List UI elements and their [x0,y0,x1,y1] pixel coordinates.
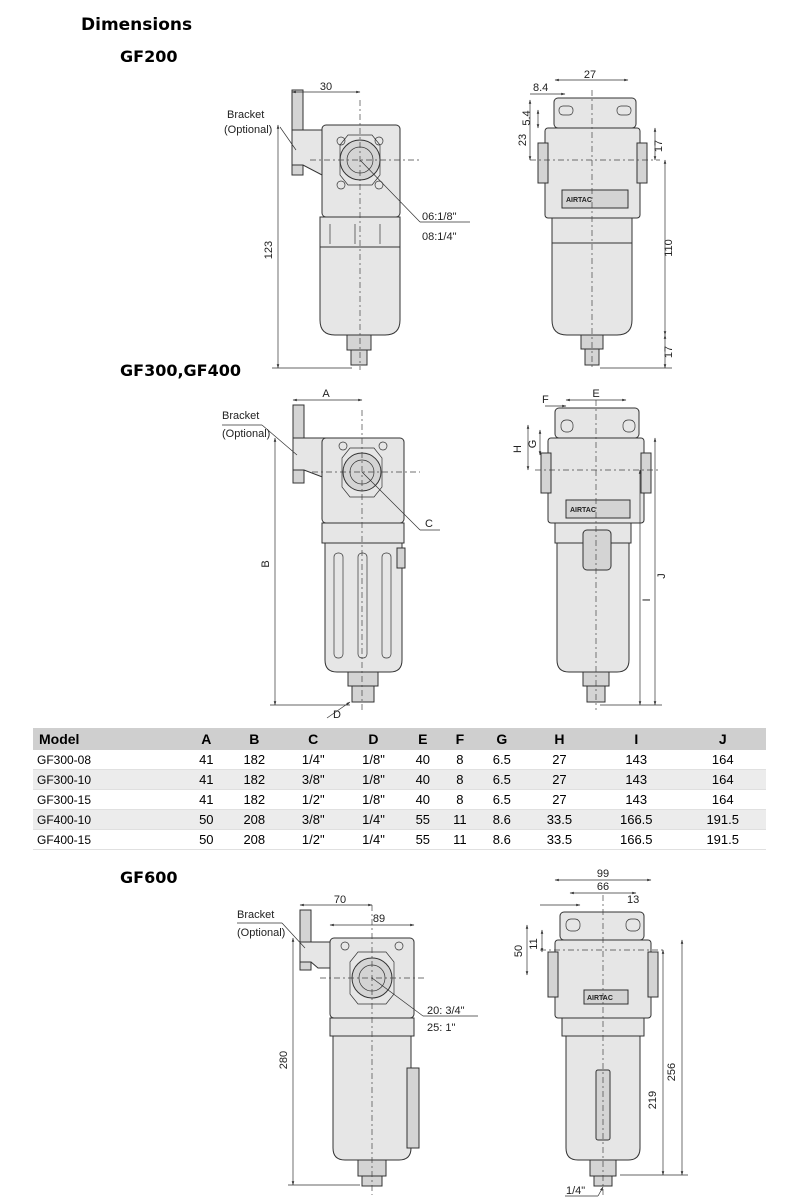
table-cell: GF300-15 [33,790,187,810]
table-cell: 208 [226,810,284,830]
gf200-dim-54-label: 5.4 [521,110,533,126]
gf600-dim-219-label: 219 [647,1090,659,1110]
table-header: H [526,728,593,750]
gf300-bracket-label: Bracket [222,410,260,422]
page-title: Dimensions [81,15,193,35]
gf600-dim-13-label: 13 [627,894,640,906]
table-cell: 8.6 [478,810,526,830]
table-cell: 1/2" [283,830,343,850]
table-cell: 40 [404,790,442,810]
table-cell: 143 [593,750,679,770]
gf200-dim-23-label: 23 [517,133,529,147]
gf200-dim-110-label: 110 [663,239,675,257]
gf200-port-label-2: 08:1/4" [422,231,457,243]
table-cell: 41 [187,750,225,770]
table-cell: 8 [442,770,478,790]
table-row [33,790,766,810]
gf600-dim-11-label: 11 [528,938,540,950]
table-header: C [283,728,343,750]
gf600-brand-plate: AIRTAC [587,995,613,1002]
table-header: Model [33,728,187,750]
gf600-side-view [513,868,688,1197]
table-cell: 164 [679,750,766,770]
table-cell: 11 [442,830,478,850]
gf600-dim-99-label: 99 [596,868,610,880]
gf200-front-view [224,81,470,370]
table-cell: GF400-15 [33,830,187,850]
table-header-row [33,728,766,750]
table-cell: 143 [593,770,679,790]
table-cell: 1/2" [283,790,343,810]
table-cell: GF300-10 [33,770,187,790]
gf600-port-label-1: 20: 3/4" [427,1005,465,1017]
table-header: I [593,728,679,750]
section-title-gf200: GF200 [120,47,178,66]
table-cell: 27 [526,750,593,770]
gf600-dim-66-label: 66 [596,881,610,893]
table-cell: 164 [679,790,766,810]
table-header: G [478,728,526,750]
table-cell: GF400-10 [33,810,187,830]
table-cell: 33.5 [526,810,593,830]
gf300-dim-h-label: H [512,445,524,453]
table-cell: 6.5 [478,770,526,790]
gf600-dim-70-label: 70 [333,894,347,906]
table-cell: 1/4" [343,810,403,830]
table-cell: GF300-08 [33,750,187,770]
gf300-bracket-optional-label: (Optional) [222,428,271,440]
gf600-dim-50-label: 50 [513,944,525,958]
table-cell: 143 [593,790,679,810]
table-cell: 182 [226,750,284,770]
table-cell: 208 [226,830,284,850]
table-row [33,750,766,770]
table-header: J [679,728,766,750]
table-cell: 164 [679,770,766,790]
table-header: F [442,728,478,750]
table-header: B [226,728,284,750]
gf300-dim-i-label: I [641,598,653,602]
table-cell: 1/4" [343,830,403,850]
table-cell: 40 [404,750,442,770]
gf300-front-view [222,388,440,721]
table-cell: 50 [187,830,225,850]
table-cell: 1/8" [343,750,403,770]
gf600-port-label-2: 25: 1" [427,1022,456,1034]
table-cell: 3/8" [283,770,343,790]
table-cell: 27 [526,770,593,790]
table-cell: 41 [187,790,225,810]
table-row [33,810,766,830]
table-header: D [343,728,403,750]
table-row [33,830,766,850]
table-row [33,770,766,790]
gf200-dim-17a-label: 17 [653,139,665,153]
gf300-dim-b-label: B [260,560,272,568]
gf300-dim-j-label: J [656,573,668,579]
specification-table [33,728,766,850]
table-cell: 1/4" [283,750,343,770]
table-cell: 8 [442,750,478,770]
table-cell: 191.5 [679,810,766,830]
gf300-dim-f-label: F [542,394,549,406]
table-cell: 191.5 [679,830,766,850]
table-cell: 11 [442,810,478,830]
table-cell: 6.5 [478,790,526,810]
gf600-front-view [237,894,478,1195]
table-cell: 50 [187,810,225,830]
gf600-dim-280-label: 280 [278,1050,290,1070]
table-cell: 1/8" [343,770,403,790]
table-cell: 166.5 [593,810,679,830]
table-cell: 27 [526,790,593,810]
gf300-dim-d-label: D [333,709,341,721]
gf600-bracket-label: Bracket [237,909,275,921]
gf200-dim-17b-label: 17 [663,345,675,359]
table-cell: 8.6 [478,830,526,850]
gf200-dim-27-label: 27 [583,69,597,81]
table-cell: 3/8" [283,810,343,830]
gf200-bracket-label: Bracket [227,109,265,121]
table-cell: 166.5 [593,830,679,850]
table-cell: 55 [404,810,442,830]
table-cell: 182 [226,770,284,790]
table-cell: 41 [187,770,225,790]
table-cell: 182 [226,790,284,810]
table-cell: 33.5 [526,830,593,850]
table-header: A [187,728,225,750]
gf200-brand-plate: AIRTAC [566,197,592,204]
table-cell: 6.5 [478,750,526,770]
gf600-dim-89-label: 89 [372,913,386,925]
gf200-bracket-optional-label: (Optional) [224,124,273,136]
gf300-brand-plate: AIRTAC [570,507,596,514]
table-cell: 1/8" [343,790,403,810]
table-cell: 55 [404,830,442,850]
gf200-dim-width-label: 30 [319,81,333,93]
gf200-dim-height-label: 123 [263,240,275,260]
table-header: E [404,728,442,750]
section-title-gf600: GF600 [120,868,178,887]
section-title-gf300-gf400: GF300,GF400 [120,361,241,380]
gf600-drain-port-label: 1/4" [566,1185,586,1197]
gf300-dim-a-label: A [322,388,330,400]
gf600-bracket-optional-label: (Optional) [237,927,286,939]
gf300-dim-e-label: E [592,388,600,400]
gf600-dim-256-label: 256 [666,1062,678,1082]
table-cell: 8 [442,790,478,810]
table-cell: 40 [404,770,442,790]
gf200-side-view [517,69,675,370]
gf200-port-label-1: 06:1/8" [422,211,457,223]
gf300-dim-c-label: C [425,518,433,530]
gf300-dim-g-label: G [527,439,539,449]
gf300-side-view [512,388,668,710]
gf200-dim-84-label: 8.4 [533,82,549,94]
